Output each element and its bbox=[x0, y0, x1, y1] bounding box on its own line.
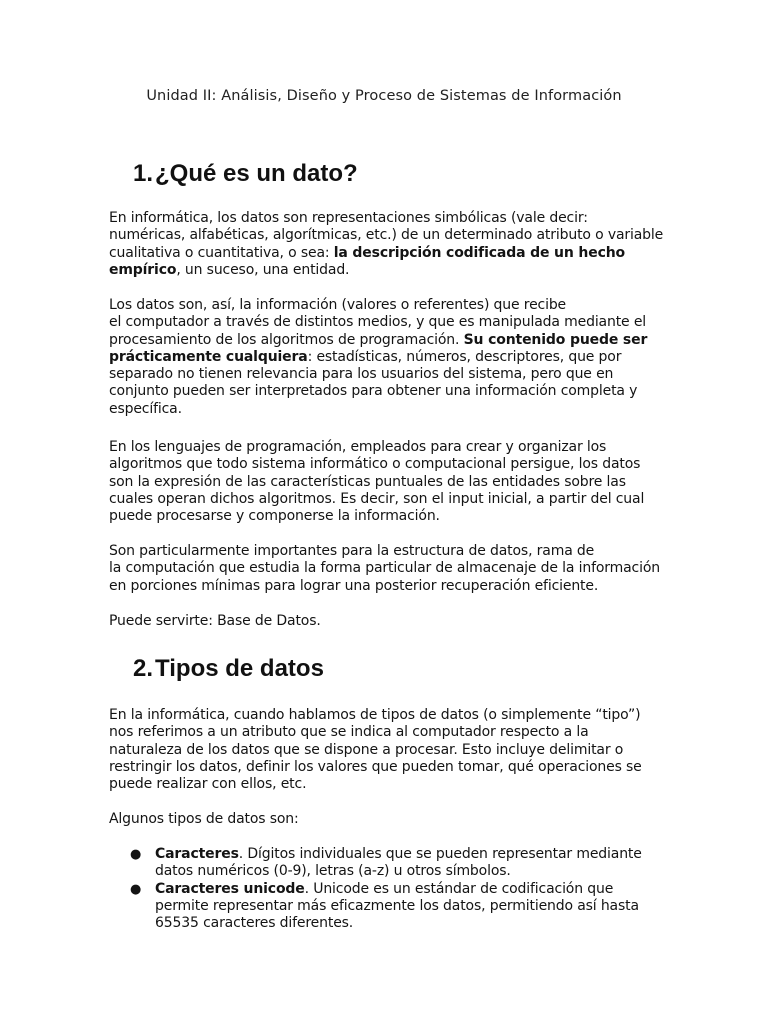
text-line bbox=[109, 332, 669, 349]
text-line: son la expresión de las características puntuales de las entidades sobre las bbox=[109, 473, 626, 490]
text-line: En la informática, cuando hablamos de tipos de datos (o simplemente “tipo”) bbox=[109, 707, 641, 723]
paragraph bbox=[109, 707, 669, 793]
text-run: . Dígitos individuales que se pueden representar mediante bbox=[238, 846, 642, 862]
section-2-heading bbox=[133, 655, 324, 683]
text-line: Puede servirte: Base de Datos. bbox=[109, 613, 321, 629]
paragraph bbox=[109, 439, 669, 525]
bold-text: Caracteres unicode bbox=[155, 880, 305, 897]
text-line: en porciones mínimas para lograr una posterior recuperación eficiente. bbox=[109, 577, 599, 594]
text-line bbox=[109, 245, 669, 262]
paragraph bbox=[109, 543, 669, 595]
bold-text: la descripción codificada de un hecho bbox=[333, 244, 626, 261]
text-line: En los lenguajes de programación, empleados para crear y organizar los bbox=[109, 439, 607, 455]
section-1-heading bbox=[133, 160, 358, 188]
bold-text: Caracteres bbox=[155, 846, 239, 862]
section-2-number: 2. bbox=[133, 655, 154, 682]
page-header: Unidad II: Análisis, Diseño y Proceso de Sistemas de Información bbox=[146, 88, 622, 104]
text-line: restringir los datos, definir los valores que pueden tomar, qué operaciones se bbox=[109, 758, 642, 775]
text-line: separado no tienen relevancia para los usuarios del sistema, pero que en bbox=[109, 366, 614, 383]
text-line: algoritmos que todo sistema informático o computacional persigue, los datos bbox=[109, 456, 641, 473]
list-item bbox=[130, 881, 670, 933]
paragraph bbox=[109, 811, 669, 828]
text-line: Son particularmente importantes para la estructura de datos, rama de bbox=[109, 543, 595, 559]
text-line: permite representar más eficazmente los datos, permitiendo así hasta bbox=[155, 897, 639, 914]
text-line: Los datos son, así, la información (valores o referentes) que recibe bbox=[109, 297, 567, 313]
text-line: específica. bbox=[109, 400, 182, 417]
text-run: : estadísticas, números, descriptores, que por bbox=[307, 348, 622, 365]
bold-text: prácticamente cualquiera bbox=[109, 348, 308, 365]
list-item bbox=[130, 846, 670, 881]
text-line bbox=[155, 881, 670, 898]
bold-text: empírico bbox=[109, 261, 177, 278]
bold-text: Su contenido puede ser bbox=[463, 331, 648, 348]
section-1-number: 1. bbox=[133, 160, 154, 187]
section-1-title: ¿Qué es un dato? bbox=[155, 160, 358, 187]
text-line: la computación que estudia la forma particular de almacenaje de la información bbox=[109, 560, 660, 577]
data-types-list bbox=[130, 846, 670, 932]
text-run: . Unicode es un estándar de codificación que bbox=[304, 880, 614, 897]
text-line bbox=[109, 262, 669, 279]
text-line: conjunto pueden ser interpretados para obtener una información completa y bbox=[109, 383, 638, 400]
paragraph bbox=[109, 297, 669, 418]
bullet-icon: ● bbox=[130, 881, 142, 897]
text-line: naturaleza de los datos que se dispone a procesar. Esto incluye delimitar o bbox=[109, 741, 624, 758]
text-line: el computador a través de distintos medios, y que es manipulada mediante el bbox=[109, 314, 647, 331]
text-run: , un suceso, una entidad. bbox=[176, 261, 350, 278]
text-line: cuales operan dichos algoritmos. Es decir, son el input inicial, a partir del cual bbox=[109, 490, 645, 507]
text-line: Algunos tipos de datos son: bbox=[109, 811, 299, 827]
text-line: datos numéricos (0-9), letras (a-z) u otros símbolos. bbox=[155, 863, 511, 880]
text-line bbox=[155, 846, 670, 863]
bullet-icon: ● bbox=[130, 847, 142, 862]
paragraph bbox=[109, 210, 669, 279]
text-run: cualitativa o cuantitativa, o sea: bbox=[109, 244, 334, 261]
text-run: procesamiento de los algoritmos de programación. bbox=[109, 331, 464, 348]
text-line: 65535 caracteres diferentes. bbox=[155, 915, 354, 932]
section-2-title: Tipos de datos bbox=[155, 655, 324, 682]
text-line: puede realizar con ellos, etc. bbox=[109, 776, 307, 793]
text-line: En informática, los datos son representaciones simbólicas (vale decir: bbox=[109, 210, 588, 226]
text-line bbox=[109, 349, 669, 366]
text-line: nos referimos a un atributo que se indica al computador respecto a la bbox=[109, 724, 589, 741]
text-line: puede procesarse y componerse la información. bbox=[109, 508, 440, 525]
text-line: numéricas, alfabéticas, algorítmicas, etc.) de un determinado atributo o variable bbox=[109, 227, 664, 244]
paragraph bbox=[109, 613, 669, 630]
